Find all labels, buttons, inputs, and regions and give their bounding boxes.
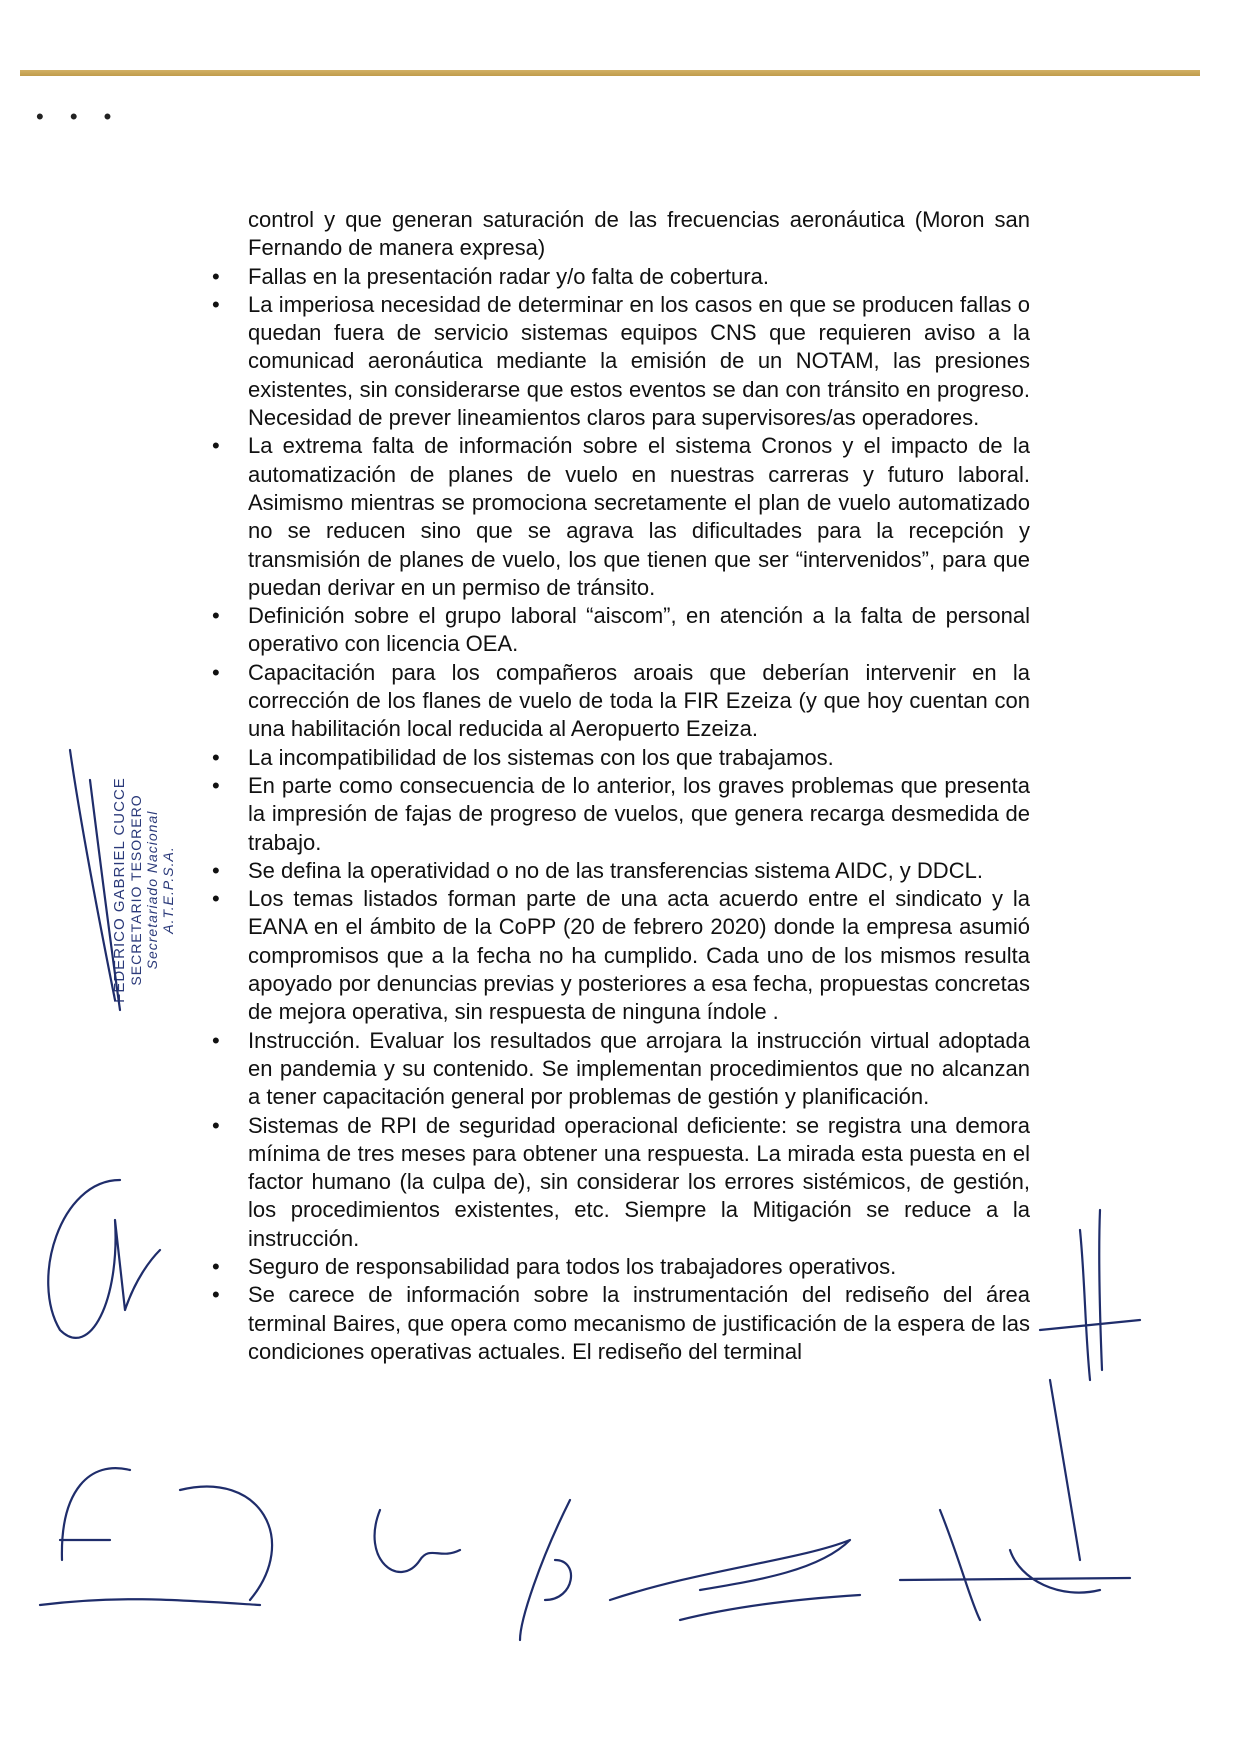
signature-bottom-4 — [610, 1540, 860, 1620]
list-item: • Fallas en la presentación radar y/o falta de cobertura. — [210, 263, 1030, 291]
list-item: • Definición sobre el grupo laboral “aiscom”, en atención a la falta de personal operativo con licencia OEA. — [210, 602, 1030, 659]
top-border-rule — [20, 70, 1200, 76]
list-item: • Los temas listados forman parte de una acta acuerdo entre el sindicato y la EANA en el ámbito de la CoPP (20 de febrero 2020) donde la empresa asumió compromisos que a la fecha no ha cumplido. Cada uno de los mismos resulta apoyado por denuncias previas y posteriores a esa fecha, propuestas concretas de mejora operativa, sin respuesta de ninguna índole . — [210, 885, 1030, 1026]
list-item: • La incompatibilidad de los sistemas con los que trabajamos. — [210, 744, 1030, 772]
scan-marks: • • • — [36, 104, 122, 129]
list-item: • Sistemas de RPI de seguridad operacional deficiente: se registra una demora mínima de tres meses para obtener una respuesta. La mirada esta puesta en el factor humano (la culpa de), sin considerar los errores sistémicos, de gestión, los procedimientos existentes, etc. Siempre la Mitigación se reduce a la instrucción. — [210, 1112, 1030, 1253]
list-item: • En parte como consecuencia de lo anterior, los graves problemas que presenta la impresión de fajas de progreso de vuelos, que genera recarga desmedida de trabajo. — [210, 772, 1030, 857]
document-body — [210, 206, 1030, 1366]
list-item: • Instrucción. Evaluar los resultados que arrojara la instrucción virtual adoptada en pandemia y su contenido. Se implementan procedimientos que no alcanzan a tener capacitación general por problemas de gestión y planificación. — [210, 1027, 1030, 1112]
signature-bottom-3 — [520, 1500, 571, 1640]
stamp-role: SECRETARIO TESORERO — [128, 794, 144, 986]
issue-list — [210, 263, 1030, 1367]
official-stamp — [112, 770, 182, 1010]
signature-bottom-2 — [375, 1510, 460, 1572]
stamp-department: Secretariado Nacional — [144, 810, 160, 970]
stamp-name: FEDERICO GABRIEL CUCCE — [111, 777, 128, 1003]
stamp-union: A.T.E.P.S.A. — [160, 846, 176, 934]
signature-bottom-left — [40, 1468, 272, 1605]
list-item: • Seguro de responsabilidad para todos los trabajadores operativos. — [210, 1253, 1030, 1281]
list-item: • La imperiosa necesidad de determinar en los casos en que se producen fallas o quedan fuera de servicio sistemas equipos CNS que requieren aviso a la comunicad aeronáutica mediante la emisión de un NOTAM, las presiones existentes, sin considerarse que estos eventos se dan con tránsito en progreso. Necesidad de prever lineamientos claros para supervisores/as operadores. — [210, 291, 1030, 432]
signature-bottom-5 — [900, 1510, 1130, 1620]
list-item: • Se carece de información sobre la instrumentación del rediseño del área terminal Baires, que opera como mecanismo de justificación de la espera de las condiciones operativas actuales. El rediseño del terminal — [210, 1281, 1030, 1366]
signature-right — [1040, 1210, 1140, 1560]
list-item: • Capacitación para los compañeros aroais que deberían intervenir en la corrección de los flanes de vuelo de toda la FIR Ezeiza (y que hoy cuentan con una habilitación local reducida al Aeropuerto Ezeiza. — [210, 659, 1030, 744]
list-item: • Se defina la operatividad o no de las transferencias sistema AIDC, y DDCL. — [210, 857, 1030, 885]
list-item: • La extrema falta de información sobre el sistema Cronos y el impacto de la automatización de planes de vuelo en nuestras carreras y futuro laboral. Asimismo mientras se promociona secretamente el plan de vuelo automatizado no se reducen sino que se agrava las dificultades para la recepción y transmisión de planes de vuelo, los que tienen que ser “intervenidos”, para que puedan derivar en un permiso de tránsito. — [210, 432, 1030, 602]
signature-left-1 — [48, 1180, 160, 1338]
continuation-paragraph: control y que generan saturación de las frecuencias aeronáutica (Moron san Fernando de manera expresa) — [248, 207, 1030, 261]
